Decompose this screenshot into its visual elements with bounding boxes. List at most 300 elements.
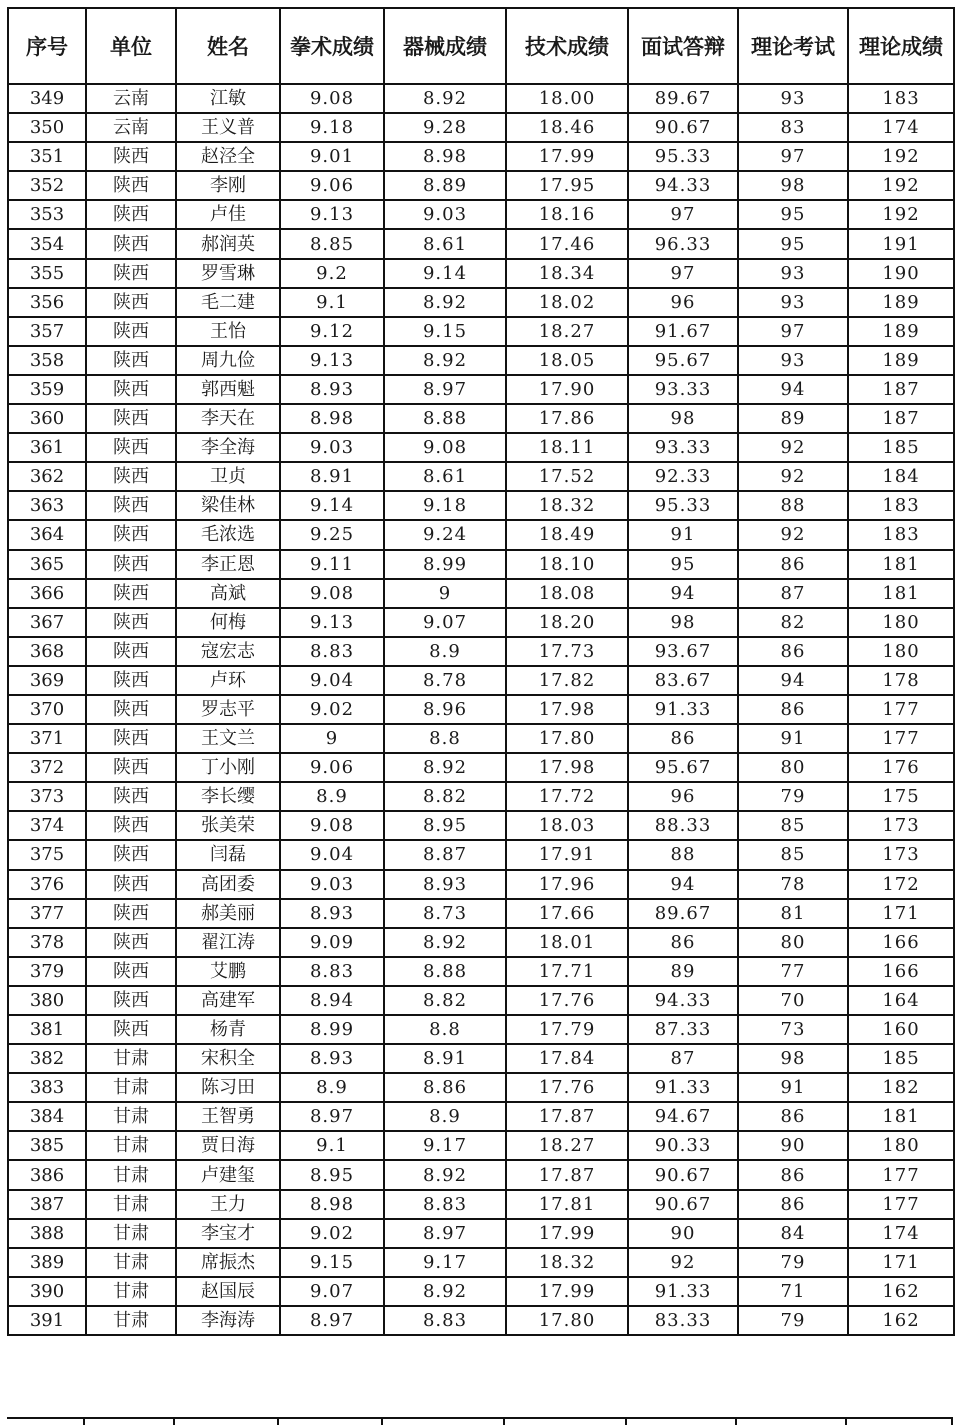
cell-tech-score: 17.87 [506, 1102, 628, 1131]
cell-tech-score: 18.32 [506, 491, 628, 520]
cell-seq: 369 [8, 666, 86, 695]
cell-fist-score: 8.83 [280, 957, 384, 986]
cell-unit: 陕西 [86, 753, 176, 782]
cell-weapon-score: 8.99 [384, 550, 506, 579]
cell-name: 梁佳林 [176, 491, 280, 520]
cell-theory-score: 190 [848, 259, 954, 288]
cell-interview-score: 91.33 [628, 1277, 738, 1306]
cell-weapon-score: 8.61 [384, 229, 506, 258]
table-row [8, 1306, 954, 1335]
table-row [8, 171, 954, 200]
cell-interview-score: 83.33 [628, 1306, 738, 1335]
cell-unit: 甘肃 [86, 1248, 176, 1277]
cell-name: 周九俭 [176, 346, 280, 375]
cell-theory-score: 189 [848, 288, 954, 317]
cell-unit: 陕西 [86, 491, 176, 520]
cell-fist-score: 9.01 [280, 142, 384, 171]
cell-seq: 373 [8, 782, 86, 811]
cell-fist-score: 8.85 [280, 229, 384, 258]
cell-theory-score: 172 [848, 870, 954, 899]
cell-name: 李天在 [176, 404, 280, 433]
cell-tech-score: 17.91 [506, 840, 628, 869]
cell-interview-score: 92 [628, 1248, 738, 1277]
cell-interview-score: 95 [628, 550, 738, 579]
cell-seq: 358 [8, 346, 86, 375]
cell-unit: 甘肃 [86, 1219, 176, 1248]
cell-theory-score: 180 [848, 637, 954, 666]
cell-seq: 386 [8, 1160, 86, 1189]
table-row [8, 957, 954, 986]
cell-weapon-score: 9.24 [384, 520, 506, 549]
cell-fist-score: 9.07 [280, 1277, 384, 1306]
cell-fist-score: 8.93 [280, 899, 384, 928]
cell-theory-score: 187 [848, 375, 954, 404]
table-row [8, 870, 954, 899]
cell-name: 卢环 [176, 666, 280, 695]
table-row [8, 666, 954, 695]
cell-unit: 陕西 [86, 986, 176, 1015]
cell-theory-score: 160 [848, 1015, 954, 1044]
cell-unit: 陕西 [86, 608, 176, 637]
cell-fist-score: 8.83 [280, 637, 384, 666]
cell-theory-exam: 90 [738, 1131, 848, 1160]
cell-weapon-score: 8.83 [384, 1306, 506, 1335]
cell-unit: 陕西 [86, 259, 176, 288]
cell-weapon-score: 8.8 [384, 1015, 506, 1044]
cell-theory-exam: 84 [738, 1219, 848, 1248]
cell-weapon-score: 8.92 [384, 288, 506, 317]
cell-theory-score: 173 [848, 840, 954, 869]
cell-tech-score: 17.73 [506, 637, 628, 666]
cell-theory-exam: 93 [738, 346, 848, 375]
cell-unit: 陕西 [86, 579, 176, 608]
table-row [8, 491, 954, 520]
cell-name: 江敏 [176, 84, 280, 113]
cell-weapon-score: 8.97 [384, 375, 506, 404]
table-row [8, 928, 954, 957]
cell-fist-score: 9.12 [280, 317, 384, 346]
cell-tech-score: 18.34 [506, 259, 628, 288]
cell-theory-exam: 91 [738, 724, 848, 753]
cell-weapon-score: 8.92 [384, 1277, 506, 1306]
table-row [8, 200, 954, 229]
cell-seq: 362 [8, 462, 86, 491]
cell-weapon-score: 8.86 [384, 1073, 506, 1102]
cell-interview-score: 94.67 [628, 1102, 738, 1131]
cell-unit: 陕西 [86, 666, 176, 695]
cell-fist-score: 8.93 [280, 1044, 384, 1073]
cell-name: 李长缨 [176, 782, 280, 811]
cell-fist-score: 9.03 [280, 433, 384, 462]
cell-seq: 367 [8, 608, 86, 637]
cell-seq: 371 [8, 724, 86, 753]
cell-tech-score: 18.32 [506, 1248, 628, 1277]
cell-name: 卢建玺 [176, 1160, 280, 1189]
header-row [8, 8, 954, 84]
cell-name: 李全海 [176, 433, 280, 462]
cell-theory-score: 162 [848, 1277, 954, 1306]
cell-fist-score: 8.97 [280, 1306, 384, 1335]
cell-unit: 云南 [86, 113, 176, 142]
cell-seq: 390 [8, 1277, 86, 1306]
cell-fist-score: 9.02 [280, 695, 384, 724]
cell-weapon-score: 8.98 [384, 142, 506, 171]
cell-name: 卫贞 [176, 462, 280, 491]
cell-seq: 351 [8, 142, 86, 171]
cell-interview-score: 90.67 [628, 1160, 738, 1189]
cell-name: 郝润英 [176, 229, 280, 258]
cell-name: 毛二建 [176, 288, 280, 317]
cell-fist-score: 9.2 [280, 259, 384, 288]
column-header-fist-score: 拳术成绩 [280, 8, 384, 84]
table-row [8, 346, 954, 375]
cell-theory-exam: 80 [738, 753, 848, 782]
cell-theory-score: 185 [848, 433, 954, 462]
cell-unit: 陕西 [86, 317, 176, 346]
cell-interview-score: 91 [628, 520, 738, 549]
column-header-theory-score: 理论成绩 [848, 8, 954, 84]
cell-unit: 陕西 [86, 375, 176, 404]
cell-name: 翟江涛 [176, 928, 280, 957]
cell-seq: 353 [8, 200, 86, 229]
cell-weapon-score: 8.92 [384, 1160, 506, 1189]
cell-theory-exam: 85 [738, 840, 848, 869]
cell-seq: 350 [8, 113, 86, 142]
cell-weapon-score: 8.93 [384, 870, 506, 899]
cell-seq: 378 [8, 928, 86, 957]
cell-unit: 陕西 [86, 1015, 176, 1044]
cell-tech-score: 18.20 [506, 608, 628, 637]
cell-weapon-score: 8.88 [384, 404, 506, 433]
cell-theory-exam: 98 [738, 171, 848, 200]
cell-theory-exam: 94 [738, 375, 848, 404]
cell-weapon-score: 8.73 [384, 899, 506, 928]
cell-seq: 354 [8, 229, 86, 258]
cell-tech-score: 18.46 [506, 113, 628, 142]
cell-tech-score: 17.96 [506, 870, 628, 899]
cell-theory-score: 171 [848, 899, 954, 928]
cell-weapon-score: 8.95 [384, 811, 506, 840]
cell-theory-exam: 97 [738, 142, 848, 171]
cell-theory-score: 187 [848, 404, 954, 433]
table-row [8, 1248, 954, 1277]
cell-weapon-score: 9 [384, 579, 506, 608]
cell-theory-score: 189 [848, 346, 954, 375]
table-row [8, 782, 954, 811]
cell-theory-exam: 94 [738, 666, 848, 695]
cell-tech-score: 18.03 [506, 811, 628, 840]
cell-tech-score: 17.80 [506, 724, 628, 753]
table-row [8, 695, 954, 724]
table-row [8, 433, 954, 462]
cell-name: 席振杰 [176, 1248, 280, 1277]
cell-unit: 陕西 [86, 811, 176, 840]
cell-theory-exam: 86 [738, 695, 848, 724]
cell-tech-score: 18.02 [506, 288, 628, 317]
cell-tech-score: 18.11 [506, 433, 628, 462]
cell-theory-exam: 98 [738, 1044, 848, 1073]
cell-tech-score: 17.86 [506, 404, 628, 433]
cell-name: 闫磊 [176, 840, 280, 869]
cell-interview-score: 90.33 [628, 1131, 738, 1160]
cell-interview-score: 96 [628, 782, 738, 811]
cell-interview-score: 94.33 [628, 171, 738, 200]
cell-weapon-score: 8.82 [384, 782, 506, 811]
cell-interview-score: 88.33 [628, 811, 738, 840]
cell-theory-exam: 82 [738, 608, 848, 637]
cell-interview-score: 97 [628, 200, 738, 229]
cell-seq: 364 [8, 520, 86, 549]
cell-tech-score: 17.84 [506, 1044, 628, 1073]
cell-theory-score: 176 [848, 753, 954, 782]
next-row-edge [7, 1417, 953, 1425]
cell-tech-score: 18.00 [506, 84, 628, 113]
cell-theory-score: 184 [848, 462, 954, 491]
cell-tech-score: 17.87 [506, 1160, 628, 1189]
cell-theory-score: 181 [848, 1102, 954, 1131]
cell-fist-score: 9.04 [280, 666, 384, 695]
cell-seq: 363 [8, 491, 86, 520]
cell-seq: 377 [8, 899, 86, 928]
table-row [8, 1277, 954, 1306]
cell-name: 赵泾全 [176, 142, 280, 171]
table-row [8, 520, 954, 549]
cell-fist-score: 9.02 [280, 1219, 384, 1248]
cell-interview-score: 89.67 [628, 899, 738, 928]
cell-interview-score: 90 [628, 1219, 738, 1248]
table-row [8, 899, 954, 928]
cell-tech-score: 17.99 [506, 142, 628, 171]
cell-seq: 388 [8, 1219, 86, 1248]
cell-theory-exam: 81 [738, 899, 848, 928]
cell-theory-exam: 92 [738, 462, 848, 491]
cell-interview-score: 96 [628, 288, 738, 317]
table-row [8, 462, 954, 491]
cell-name: 李海涛 [176, 1306, 280, 1335]
cell-theory-score: 177 [848, 1190, 954, 1219]
cell-fist-score: 8.91 [280, 462, 384, 491]
cell-theory-exam: 89 [738, 404, 848, 433]
cell-unit: 陕西 [86, 840, 176, 869]
cell-weapon-score: 9.03 [384, 200, 506, 229]
cell-theory-score: 183 [848, 520, 954, 549]
cell-interview-score: 87 [628, 1044, 738, 1073]
cell-unit: 甘肃 [86, 1190, 176, 1219]
cell-theory-exam: 87 [738, 579, 848, 608]
cell-unit: 陕西 [86, 200, 176, 229]
cell-interview-score: 92.33 [628, 462, 738, 491]
cell-weapon-score: 8.91 [384, 1044, 506, 1073]
cell-name: 李正恩 [176, 550, 280, 579]
cell-fist-score: 9.08 [280, 579, 384, 608]
cell-seq: 380 [8, 986, 86, 1015]
cell-unit: 陕西 [86, 870, 176, 899]
cell-interview-score: 91.33 [628, 1073, 738, 1102]
cell-name: 郝美丽 [176, 899, 280, 928]
cell-tech-score: 17.82 [506, 666, 628, 695]
cell-seq: 360 [8, 404, 86, 433]
cell-theory-score: 177 [848, 695, 954, 724]
cell-seq: 391 [8, 1306, 86, 1335]
cell-theory-exam: 92 [738, 433, 848, 462]
cell-theory-score: 178 [848, 666, 954, 695]
column-header-seq: 序号 [8, 8, 86, 84]
cell-name: 毛浓选 [176, 520, 280, 549]
cell-fist-score: 9.03 [280, 870, 384, 899]
cell-fist-score: 8.93 [280, 375, 384, 404]
cell-interview-score: 94.33 [628, 986, 738, 1015]
cell-unit: 甘肃 [86, 1306, 176, 1335]
cell-unit: 陕西 [86, 171, 176, 200]
cell-theory-exam: 86 [738, 550, 848, 579]
table-row [8, 724, 954, 753]
cell-unit: 陕西 [86, 288, 176, 317]
cell-tech-score: 18.05 [506, 346, 628, 375]
cell-name: 李刚 [176, 171, 280, 200]
cell-weapon-score: 8.97 [384, 1219, 506, 1248]
cell-tech-score: 18.01 [506, 928, 628, 957]
cell-fist-score: 9.1 [280, 1131, 384, 1160]
cell-tech-score: 17.81 [506, 1190, 628, 1219]
cell-interview-score: 98 [628, 608, 738, 637]
cell-fist-score: 9.13 [280, 608, 384, 637]
cell-unit: 陕西 [86, 550, 176, 579]
cell-theory-exam: 97 [738, 317, 848, 346]
table-row [8, 1102, 954, 1131]
cell-name: 罗雪琳 [176, 259, 280, 288]
cell-name: 高斌 [176, 579, 280, 608]
table-row [8, 1131, 954, 1160]
cell-interview-score: 89.67 [628, 84, 738, 113]
cell-weapon-score: 8.92 [384, 753, 506, 782]
cell-weapon-score: 9.14 [384, 259, 506, 288]
cell-fist-score: 9.11 [280, 550, 384, 579]
cell-interview-score: 83.67 [628, 666, 738, 695]
table-body [8, 84, 954, 1335]
cell-theory-exam: 70 [738, 986, 848, 1015]
table-row [8, 1073, 954, 1102]
table-row [8, 229, 954, 258]
cell-name: 卢佳 [176, 200, 280, 229]
table-row [8, 142, 954, 171]
cell-fist-score: 9 [280, 724, 384, 753]
table-row [8, 550, 954, 579]
cell-tech-score: 17.66 [506, 899, 628, 928]
table-row [8, 986, 954, 1015]
cell-weapon-score: 8.88 [384, 957, 506, 986]
cell-theory-exam: 80 [738, 928, 848, 957]
cell-fist-score: 9.08 [280, 84, 384, 113]
cell-unit: 甘肃 [86, 1073, 176, 1102]
cell-seq: 379 [8, 957, 86, 986]
cell-tech-score: 17.72 [506, 782, 628, 811]
cell-interview-score: 95.67 [628, 753, 738, 782]
cell-seq: 370 [8, 695, 86, 724]
cell-name: 王文兰 [176, 724, 280, 753]
cell-fist-score: 8.99 [280, 1015, 384, 1044]
cell-theory-score: 180 [848, 608, 954, 637]
cell-name: 王力 [176, 1190, 280, 1219]
cell-interview-score: 89 [628, 957, 738, 986]
table-row [8, 375, 954, 404]
cell-tech-score: 17.98 [506, 753, 628, 782]
cell-unit: 云南 [86, 84, 176, 113]
cell-name: 丁小刚 [176, 753, 280, 782]
cell-name: 郭西魁 [176, 375, 280, 404]
cell-fist-score: 9.18 [280, 113, 384, 142]
cell-weapon-score: 8.89 [384, 171, 506, 200]
cell-fist-score: 8.9 [280, 782, 384, 811]
table-row [8, 579, 954, 608]
cell-unit: 陕西 [86, 637, 176, 666]
cell-theory-exam: 86 [738, 1190, 848, 1219]
cell-fist-score: 9.1 [280, 288, 384, 317]
cell-theory-score: 175 [848, 782, 954, 811]
cell-name: 杨青 [176, 1015, 280, 1044]
cell-unit: 陕西 [86, 462, 176, 491]
cell-theory-score: 174 [848, 1219, 954, 1248]
cell-seq: 368 [8, 637, 86, 666]
cell-tech-score: 17.95 [506, 171, 628, 200]
cell-theory-score: 183 [848, 491, 954, 520]
table-row [8, 1190, 954, 1219]
table-row [8, 1044, 954, 1073]
cell-weapon-score: 9.07 [384, 608, 506, 637]
cell-seq: 349 [8, 84, 86, 113]
cell-tech-score: 18.10 [506, 550, 628, 579]
column-header-weapon-score: 器械成绩 [384, 8, 506, 84]
cell-theory-exam: 95 [738, 200, 848, 229]
cell-interview-score: 95.33 [628, 142, 738, 171]
cell-tech-score: 18.49 [506, 520, 628, 549]
cell-seq: 384 [8, 1102, 86, 1131]
cell-theory-score: 166 [848, 928, 954, 957]
cell-tech-score: 17.99 [506, 1219, 628, 1248]
cell-fist-score: 8.98 [280, 1190, 384, 1219]
cell-name: 王怡 [176, 317, 280, 346]
cell-unit: 陕西 [86, 899, 176, 928]
cell-name: 李宝才 [176, 1219, 280, 1248]
cell-interview-score: 91.67 [628, 317, 738, 346]
cell-interview-score: 93.33 [628, 375, 738, 404]
cell-fist-score: 8.98 [280, 404, 384, 433]
cell-interview-score: 90.67 [628, 113, 738, 142]
cell-interview-score: 93.67 [628, 637, 738, 666]
cell-weapon-score: 8.61 [384, 462, 506, 491]
cell-weapon-score: 9.28 [384, 113, 506, 142]
cell-tech-score: 17.76 [506, 1073, 628, 1102]
cell-weapon-score: 9.17 [384, 1248, 506, 1277]
cell-theory-score: 183 [848, 84, 954, 113]
cell-theory-exam: 91 [738, 1073, 848, 1102]
cell-fist-score: 8.95 [280, 1160, 384, 1189]
table-header [8, 8, 954, 84]
cell-theory-exam: 71 [738, 1277, 848, 1306]
cell-theory-exam: 88 [738, 491, 848, 520]
cell-name: 高建军 [176, 986, 280, 1015]
cell-unit: 陕西 [86, 346, 176, 375]
cell-interview-score: 95.33 [628, 491, 738, 520]
cell-theory-score: 162 [848, 1306, 954, 1335]
cell-name: 罗志平 [176, 695, 280, 724]
cell-tech-score: 17.52 [506, 462, 628, 491]
cell-seq: 366 [8, 579, 86, 608]
cell-unit: 甘肃 [86, 1131, 176, 1160]
cell-unit: 甘肃 [86, 1160, 176, 1189]
cell-name: 艾鹏 [176, 957, 280, 986]
cell-theory-exam: 83 [738, 113, 848, 142]
table-row [8, 288, 954, 317]
